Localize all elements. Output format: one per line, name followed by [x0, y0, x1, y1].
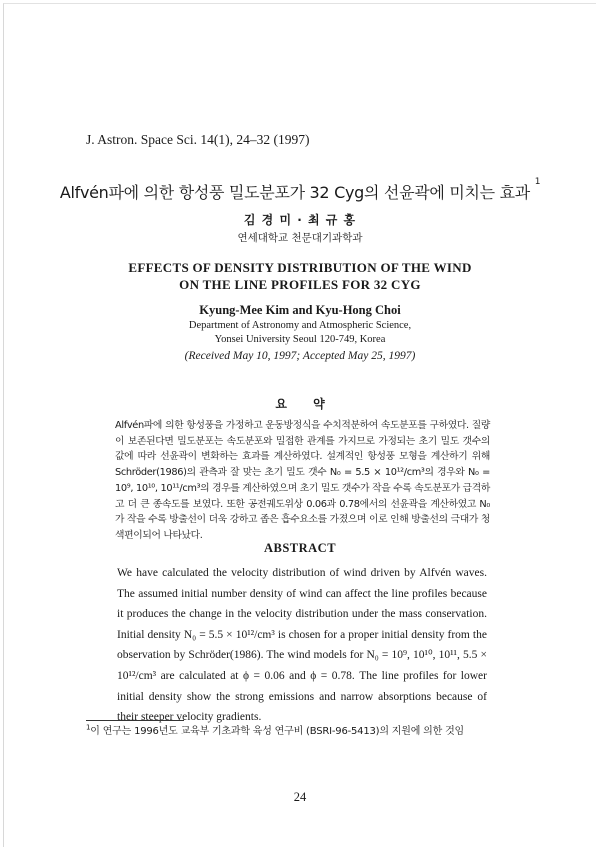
english-title [0, 259, 600, 293]
title-footnote-mark: 1 [534, 177, 541, 187]
received-accepted-dates: (Received May 10, 1997; Accepted May 25, 1997) [184, 350, 416, 362]
affiliation-line-2: Yonsei University Seoul 120-749, Korea [214, 333, 386, 345]
english-title-line-2: ON THE LINE PROFILES FOR 32 CYG [179, 277, 421, 292]
footnote-rule [86, 720, 184, 721]
english-title-line-1: EFFECTS OF DENSITY DISTRIBUTION OF THE WIND [128, 260, 472, 275]
korean-title-text: Alfvén파에 의한 항성풍 밀도분포가 32 Cyg의 선윤곽에 미치는 효과 [59, 183, 530, 202]
english-abstract-body: We have calculated the velocity distribution of wind driven by Alfvén waves. The assumed initial number density of wind can affect the line profiles because it produces the change in the velocity distribution under the mass conservation. Initial density N₀ = 5.5 × 10¹²/cm³ is chosen for a proper initial density from the observation by Schröder(1986). The wind models for N₀ = 10⁹, 10¹⁰, 10¹¹, 5.5 × 10¹²/cm³ are calculated at ϕ = 0.06 and ϕ = 0.78. The line profiles for lower initial density show the strong emissions and narrow absorptions because of their steeper velocity gradients. [117, 567, 487, 724]
korean-abstract-heading: 요 약 [275, 397, 325, 411]
footnote [86, 722, 464, 737]
english-affiliation [0, 319, 600, 346]
english-abstract-heading: ABSTRACT [263, 541, 337, 555]
korean-title [0, 177, 600, 203]
english-authors: Kyung-Mee Kim and Kyu-Hong Choi [199, 303, 401, 317]
footnote-text: 이 연구는 1996년도 교육부 기초과학 육성 연구비 (BSRI-96-5413)의 지원에 의한 것임 [90, 726, 464, 737]
page-number: 24 [293, 790, 307, 804]
footnote-mark: 1 [86, 723, 91, 732]
korean-authors: 김 경 미 · 최 규 홍 [243, 213, 357, 227]
korean-abstract-body: Alfvén파에 의한 항성풍을 가정하고 운동방정식을 수치적분하여 속도분포를 구하였다. 질량이 보존된다면 밀도분포는 속도분포와 밀접한 관계를 가지므로 가정되는 초기 밀도 갯수의 값에 따라 선윤곽이 변화하는 효과를 계산하였다. 설계적인 항성풍 모형을 계산하기 위해 Schröder(1986)의 관측과 잘 맞는 초기 밀도 갯수 N₀ = 5.5 × 10¹²/cm³의 경우와 N₀ = 10⁹, 10¹⁰, 10¹¹/cm³의 경우를 계산하였으며 초기 밀도 갯수가 작을 수록 속도분포가 급격하고 더 큰 종속도를 보였다. 또한 공전궤도위상 0.06과 0.78에서의 선윤곽을 계산하였고 N₀가 작을 수록 방출선이 더욱 강하고 좁은 흡수요소를 가졌으며 이로 인해 방출선의 극대가 청색편이되어 나타났다. [115, 420, 490, 541]
journal-reference: J. Astron. Space Sci. 14(1), 24–32 (1997) [86, 132, 310, 147]
affiliation-line-1: Department of Astronomy and Atmospheric Science, [188, 320, 412, 331]
korean-affiliation: 연세대학교 천문대기과학과 [237, 232, 363, 244]
